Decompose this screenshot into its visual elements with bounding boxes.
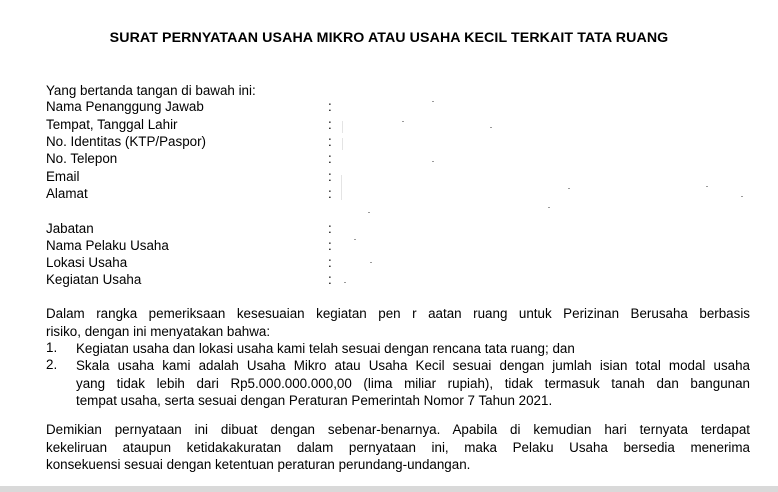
field-label-no-telepon: No. Telepon	[46, 151, 118, 166]
field-colon: :	[328, 221, 332, 236]
field-label-tempat-tanggal-lahir: Tempat, Tanggal Lahir	[46, 117, 178, 132]
field-colon: :	[328, 272, 332, 287]
paragraph-line: risiko, dengan ini menyatakan bahwa:	[46, 323, 271, 339]
field-label-nama-penanggung-jawab: Nama Penanggung Jawab	[46, 99, 204, 114]
redaction-speck	[402, 121, 404, 122]
field-label-lokasi-usaha: Lokasi Usaha	[46, 255, 128, 270]
field-label-jabatan: Jabatan	[46, 221, 94, 236]
paragraph-line: konsekuensi sesuai dengan ketentuan peraturan perundang-undangan.	[46, 457, 471, 472]
redaction-speck	[341, 175, 342, 200]
redaction-speck	[706, 186, 708, 187]
list-item	[76, 340, 750, 358]
closing-paragraph	[46, 421, 750, 474]
redaction-speck	[548, 207, 550, 208]
field-colon: :	[328, 238, 332, 253]
field-colon: :	[328, 255, 332, 270]
list-item-line: tempat usaha, serta sesuai dengan Peraturan Pemerintah Nomor 7 Tahun 2021.	[76, 393, 553, 408]
redaction-speck	[342, 121, 343, 133]
redaction-speck	[354, 239, 356, 240]
redaction-speck	[568, 188, 570, 189]
field-label-no-identitas: No. Identitas (KTP/Paspor)	[46, 134, 207, 149]
list-number: 2.	[46, 357, 58, 372]
field-label-alamat: Alamat	[46, 186, 88, 201]
redaction-speck	[432, 101, 434, 102]
redaction-speck	[368, 212, 370, 213]
list-item-line: yang tidak lebih dari Rp5.000.000.000,00 (lima miliar rupiah), tidak termasuk tanah dan bangunan	[76, 375, 750, 391]
field-colon: :	[328, 117, 332, 132]
field-colon: :	[328, 151, 332, 166]
redaction-speck	[741, 196, 743, 197]
field-label-kegiatan-usaha: Kegiatan Usaha	[46, 272, 142, 287]
paragraph-line: Demikian pernyataan ini dibuat dengan sebenar-benarnya. Apabila di kemudian hari ternyata terdapat	[46, 422, 750, 437]
paragraph-line: Dalam rangka pemeriksaan kesesuaian kegiatan pen r aatan ruang untuk Perizinan Berusaha berbasis	[46, 306, 750, 321]
list-item	[76, 357, 750, 410]
intro-text: Yang bertanda tangan di bawah ini:	[46, 83, 256, 98]
redaction-speck	[370, 262, 372, 263]
statement-paragraph	[46, 305, 750, 340]
field-colon: :	[328, 99, 332, 114]
page-bottom-edge	[0, 486, 778, 492]
redaction-speck	[344, 282, 346, 283]
field-colon: :	[328, 186, 332, 201]
paragraph-line: kekeliruan ataupun ketidakakuratan dalam pernyataan ini, maka Pelaku Usaha bersedia menerima	[46, 439, 750, 455]
redaction-speck	[432, 161, 434, 162]
redaction-speck	[342, 138, 343, 150]
list-number: 1.	[46, 340, 58, 355]
list-item-line: Skala usaha kami adalah Usaha Mikro atau Usaha Kecil sesuai dengan jumlah isian total modal usaha	[76, 358, 750, 373]
document-title: SURAT PERNYATAAN USAHA MIKRO ATAU USAHA KECIL TERKAIT TATA RUANG	[109, 30, 669, 46]
field-colon: :	[328, 134, 332, 149]
field-label-nama-pelaku-usaha: Nama Pelaku Usaha	[46, 238, 169, 253]
redaction-speck	[490, 127, 492, 128]
list-item-line: Kegiatan usaha dan lokasi usaha kami telah sesuai dengan rencana tata ruang; dan	[76, 341, 575, 356]
field-label-email: Email	[46, 169, 80, 184]
field-colon: :	[328, 169, 332, 184]
